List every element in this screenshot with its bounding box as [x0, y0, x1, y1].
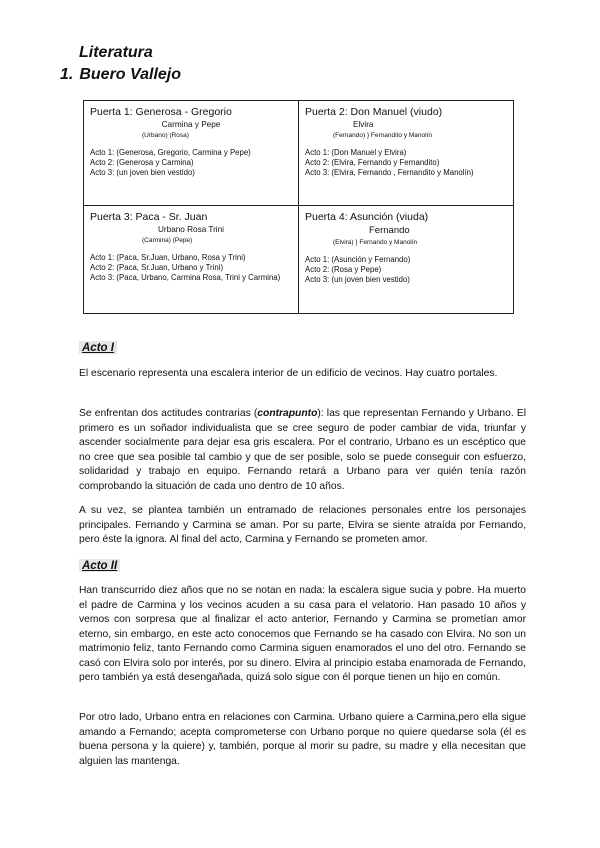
- puerta-2-children: (Fernando) } Fernandito y Manolín: [333, 132, 432, 139]
- puerta-4-acto-2: Acto 2: (Rosa y Pepe): [305, 265, 382, 275]
- puerta-4-residents: Fernando: [369, 225, 410, 237]
- puerta-3-actos: [90, 253, 292, 283]
- acto-1-paragraph-1: El escenario representa una escalera interior de un edificio de vecinos. Hay cuatro portales.: [79, 368, 498, 379]
- puerta-3-cell: [84, 206, 299, 314]
- puerta-1-title: Puerta 1: Generosa - Gregorio: [90, 106, 232, 118]
- puerta-4-acto-1: Acto 1: (Asunción y Fernando): [305, 255, 411, 265]
- puerta-4-title: Puerta 4: Asunción (viuda): [305, 211, 429, 224]
- puerta-1-actos: [90, 148, 292, 178]
- puerta-3-children: (Carmina) (Pepe): [142, 237, 193, 245]
- puerta-3-residents: Urbano Rosa Trini: [158, 225, 224, 235]
- puerta-1-cell: [84, 101, 299, 206]
- section-heading: [60, 66, 181, 84]
- acto-1-paragraph-3: A su vez, se plantea también un entramado de relaciones personales entre los personajes principales. Fernando y Carmina se aman. Por su parte, Elvira se siente atraída por Fernando, pero éste la ignora. Al final del acto, Carmina y Fernando se prometen amor.: [79, 505, 526, 545]
- puerta-4-actos: [305, 255, 507, 285]
- puerta-2-acto-2: Acto 2: (Elvira, Fernando y Fernandito): [305, 158, 440, 167]
- puerta-1-acto-1: Acto 1: (Generosa, Gregorio, Carmina y Pepe): [90, 148, 251, 157]
- puerta-4-cell: [299, 206, 514, 314]
- acto-2-heading: Acto II: [79, 559, 120, 572]
- puerta-2-actos: [305, 148, 507, 178]
- puerta-1-residents: Carmina y Pepe: [161, 120, 221, 129]
- puerta-2-cell: [299, 101, 514, 206]
- acto-1-p2-before: Se enfrentan dos actitudes contrarias (: [79, 408, 258, 419]
- puerta-1-acto-2: Acto 2: (Generosa y Carmina): [90, 158, 194, 167]
- puerta-3-acto-1: Acto 1: (Paca, Sr.Juan, Urbano, Rosa y Trini): [90, 253, 246, 263]
- puerta-3-acto-3: Acto 3: (Paca, Urbano, Carmina Rosa, Trini y Carmina): [90, 273, 281, 283]
- acto-1-heading: Acto I: [79, 341, 117, 354]
- document-title: Literatura: [79, 44, 153, 61]
- puerta-4-children: (Elvira) } Fernando y Manolín: [333, 239, 418, 247]
- contrapunto-term: contrapunto: [257, 408, 318, 419]
- puerta-2-acto-3: Acto 3: (Elvira, Fernando , Fernandito y Manolín): [305, 168, 474, 177]
- puerta-1-children: (Urbano) (Rosa): [142, 132, 189, 139]
- puerta-3-title: Puerta 3: Paca - Sr. Juan: [90, 211, 208, 224]
- puerta-2-acto-1: Acto 1: (Don Manuel y Elvira): [305, 148, 407, 157]
- puerta-1-acto-3: Acto 3: (un joven bien vestido): [90, 168, 195, 177]
- acto-2-paragraph-1: Han transcurrido diez años que no se notan en nada: la escalera sigue sucia y pobre. Ha muerto el padre de Carmina y los vecinos acuden a su casa para el velatorio. Han pasado 10 años y vemos con sorpresa que al finalizar el acto anterior, Fernando y Carmina se prometían amor eterno, sin embargo, en este acto conocemos que Fernando se ha casado con Elvira. No son un matrimonio feliz, tanto Fernando como Carmina siguen enamorados el uno del otro. Fernando se casó con Elvira solo por interés, por su dinero. Elvira al principio estaba enamorada de Fernando, pero también ya está desengañada, quizá solo sigue con él porque tienen un hijo en común.: [79, 585, 526, 683]
- puerta-4-acto-3: Acto 3: (un joven bien vestido): [305, 275, 410, 285]
- puerta-2-title: Puerta 2: Don Manuel (viudo): [305, 106, 443, 118]
- puertas-table: [83, 100, 514, 314]
- section-title: Buero Vallejo: [79, 66, 181, 83]
- section-number: 1.: [60, 66, 74, 83]
- acto-1-paragraph-2: [79, 407, 526, 494]
- acto-1-p2-after: ): las que representan Fernando y Urbano. El primero es un soñador individualista que se cree seguro de poder cambiar de vida, triunfar y ascender socialmente para dejar esa gris escalera. Por el contrario, Urbano es un escéptico que no cree que sea posible tal cambio y que de ser posible, solo se puede conseguir con esfuerzo, solidaridad y trabajo en equipo. Fernando retará a Urbano para ver quién tenía razón comprobando la situación de cada uno dentro de 10 años.: [79, 408, 526, 492]
- puerta-2-residents: Elvira: [353, 120, 374, 129]
- acto-2-paragraph-2: Por otro lado, Urbano entra en relaciones con Carmina. Urbano quiere a Carmina,pero ella sigue amando a Fernando; acepta comprometerse con Urbano porque no quiere quedarse sola (él es buena persona y la quiere) y, también, porque al morir su padre, su madre y ella necesitan que alguien las mantenga.: [79, 712, 526, 767]
- puerta-3-acto-2: Acto 2: (Paca, Sr.Juan, Urbano y Trini): [90, 263, 224, 273]
